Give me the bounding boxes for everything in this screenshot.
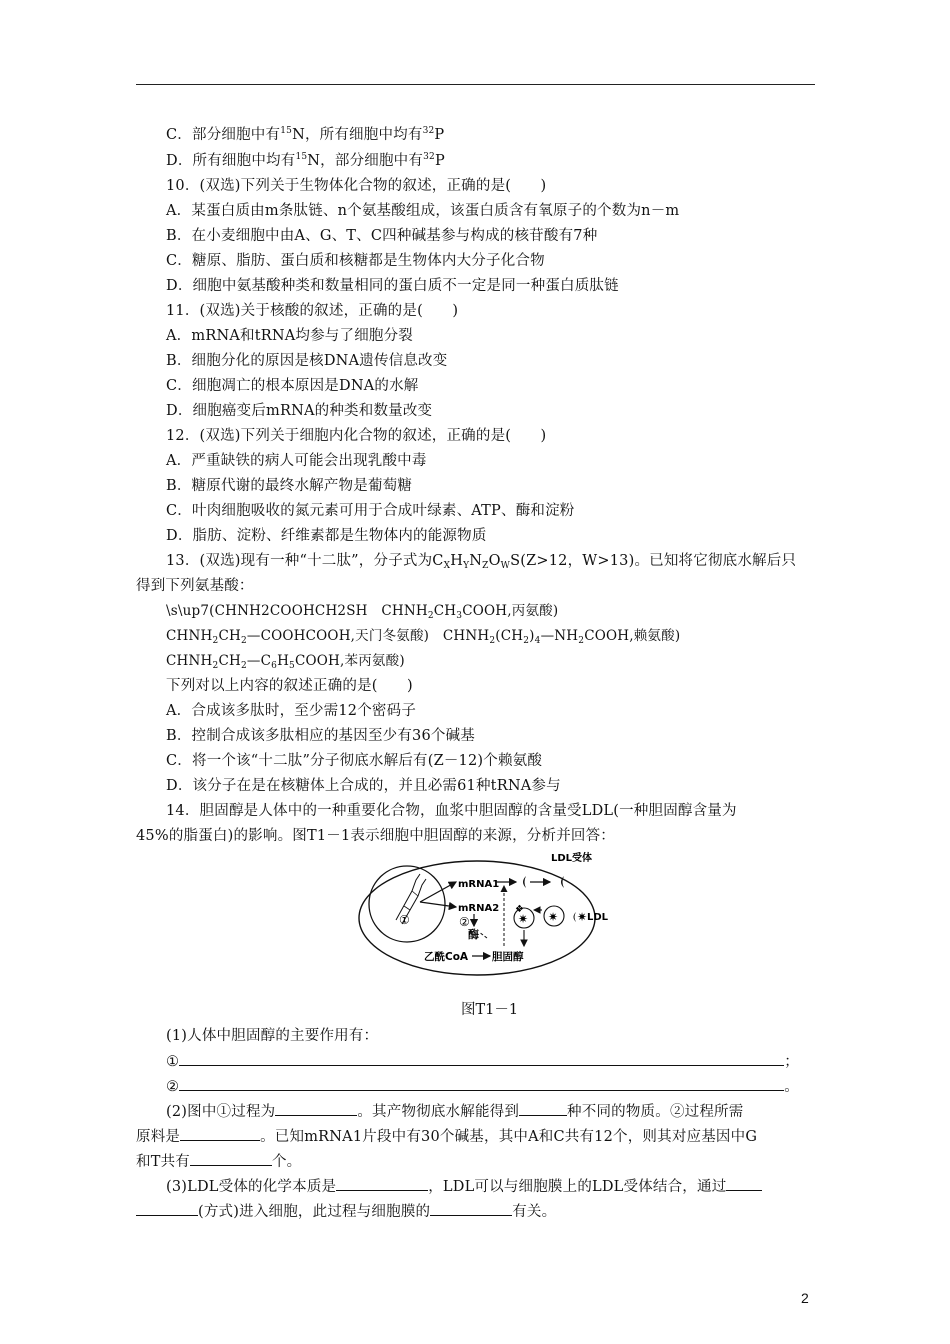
ldl-label: LDL [587, 912, 609, 923]
q14-stem-line1: 14．胆固醇是人体中的一种重要化合物，血浆中胆固醇的含量受LDL(一种胆固醇含量为 [166, 803, 737, 819]
q11-stem: 11．(双选)关于核酸的叙述，正确的是( ) [166, 303, 459, 319]
ldl-particle-icon: ✷ [577, 910, 588, 924]
q14-part3-line1: (3)LDL受体的化学本质是 ，LDL可以与细胞膜上的LDL受体结合，通过 [166, 1176, 762, 1197]
process-2-label: ② [459, 915, 470, 929]
process-1-label: ① [399, 913, 410, 927]
q11-option-c: C．细胞凋亡的根本原因是DNA的水解 [166, 378, 419, 394]
answer-blank[interactable] [430, 1201, 512, 1216]
q14-part2-line1: (2)图中①过程为 。其产物彻底水解能得到 种不同的物质。②过程所需 [166, 1101, 743, 1122]
figure-caption: 图T1－1 [461, 1002, 519, 1018]
answer-blank[interactable] [336, 1176, 428, 1191]
acetyl-coa-label: 乙酰CoA [424, 951, 469, 963]
q14-part2-line3: 和T共有 个。 [136, 1151, 301, 1172]
mrna1-label: mRNA1 [458, 879, 500, 890]
q12-option-d: D．脂肪、淀粉、纤维素都是生物体内的能源物质 [166, 528, 487, 544]
q10-option-c: C．糖原、脂肪、蛋白质和核糖都是生物体内大分子化合物 [166, 253, 545, 269]
receptor-icon [523, 876, 526, 888]
enzyme-label: 酶 [468, 928, 479, 941]
receptor-icon [574, 912, 577, 922]
q14-part3-line2: (方式)进入细胞，此过程与细胞膜的 有关。 [136, 1201, 556, 1222]
q9-option-d: D．所有细胞中均有$^{15}$N，部分细胞中有$^{32}$P [166, 152, 445, 169]
header-rule [136, 84, 815, 85]
q14-part1: (1)人体中胆固醇的主要作用有： [166, 1028, 379, 1044]
answer-blank[interactable] [519, 1101, 567, 1116]
answer-blank[interactable] [180, 1126, 260, 1141]
q10-option-a: A．某蛋白质由m条肽链、n个氨基酸组成，该蛋白质含有氧原子的个数为n－m [166, 203, 680, 219]
q13-question: 下列对以上内容的叙述正确的是( ) [166, 678, 413, 694]
q13-stem-line2: 得到下列氨基酸： [136, 578, 254, 594]
ldl-particle-icon: ✷ [518, 912, 529, 926]
ldl-receptor-label: LDL受体 [551, 853, 593, 864]
q13-option-c: C．将一个该“十二肽”分子彻底水解后有(Z－12)个赖氨酸 [166, 753, 543, 769]
answer-blank[interactable] [190, 1151, 272, 1166]
q13-amino-acid-line3: $CHNH_2CH_2—C_6H_5COOH$,苯丙氨酸) [166, 653, 405, 671]
q12-option-b: B．糖原代谢的最终水解产物是葡萄糖 [166, 478, 413, 494]
q14-part1-blank2: ② 。 [166, 1076, 799, 1097]
q10-stem: 10．(双选)下列关于生物体化合物的叙述，正确的是( ) [166, 178, 547, 194]
answer-blank[interactable] [726, 1176, 762, 1191]
answer-blank[interactable] [179, 1051, 784, 1066]
mrna2-label: mRNA2 [458, 903, 500, 914]
q13-option-b: B．控制合成该多肽相应的基因至少有36个碱基 [166, 728, 476, 744]
q12-option-a: A．严重缺铁的病人可能会出现乳酸中毒 [166, 453, 427, 469]
q10-option-d: D．细胞中氨基酸种类和数量相同的蛋白质不一定是同一种蛋白质肽链 [166, 278, 619, 294]
cholesterol-label: 胆固醇 [492, 951, 524, 963]
q12-stem: 12．(双选)下列关于细胞内化合物的叙述，正确的是( ) [166, 428, 547, 444]
q12-option-c: C．叶肉细胞吸收的氮元素可用于合成叶绿素、ATP、酶和淀粉 [166, 503, 575, 519]
q14-stem-line2: 45%的脂蛋白)的影响。图T1－1表示细胞中胆固醇的来源，分析并回答： [136, 828, 616, 844]
q13-option-d: D．该分子在是在核糖体上合成的，并且必需61种tRNA参与 [166, 778, 561, 794]
q14-part2-line2: 原料是 。已知mRNA1片段中有30个碱基，其中A和C共有12个，则其对应基因中G [136, 1126, 757, 1147]
ldl-particle-icon: ✷ [548, 910, 559, 924]
q11-option-d: D．细胞癌变后mRNA的种类和数量改变 [166, 403, 433, 419]
cholesterol-source-diagram [354, 846, 609, 978]
q10-option-b: B．在小麦细胞中由A、G、T、C四种碱基参与构成的核苷酸有7种 [166, 228, 598, 244]
answer-blank[interactable] [179, 1076, 784, 1091]
q11-option-b: B．细胞分化的原因是核DNA遗传信息改变 [166, 353, 448, 369]
q13-amino-acid-line2: $CHNH_2CH_2—COOHCOOH$,天门冬氨酸) $CHNH_2(CH_2)_4—NH_2COOH$,赖氨酸) [166, 628, 681, 646]
page-number: 2 [801, 1290, 809, 1306]
answer-blank[interactable] [136, 1201, 198, 1216]
q13-stem-line1: 13．(双选)现有一种“十二肽”，分子式为$C_XH_YN_ZO_WS(Z>12$，W>13)。已知将它彻底水解后只 [166, 553, 797, 571]
q13-option-a: A．合成该多肽时，至少需12个密码子 [166, 703, 417, 719]
q14-part1-blank1: ① ； [166, 1051, 799, 1072]
q11-option-a: A．mRNA和tRNA均参与了细胞分裂 [166, 328, 413, 344]
q9-option-c: C．部分细胞中有$^{15}$N，所有细胞中均有$^{32}$P [166, 126, 445, 143]
answer-blank[interactable] [275, 1101, 357, 1116]
q13-amino-acid-line1: \s\up7(CHNH2COOHCH2SH $CHNH_2CH_3COOH$,丙氨酸) [166, 603, 559, 621]
ldl-particle-icon: ❖ [515, 904, 524, 915]
